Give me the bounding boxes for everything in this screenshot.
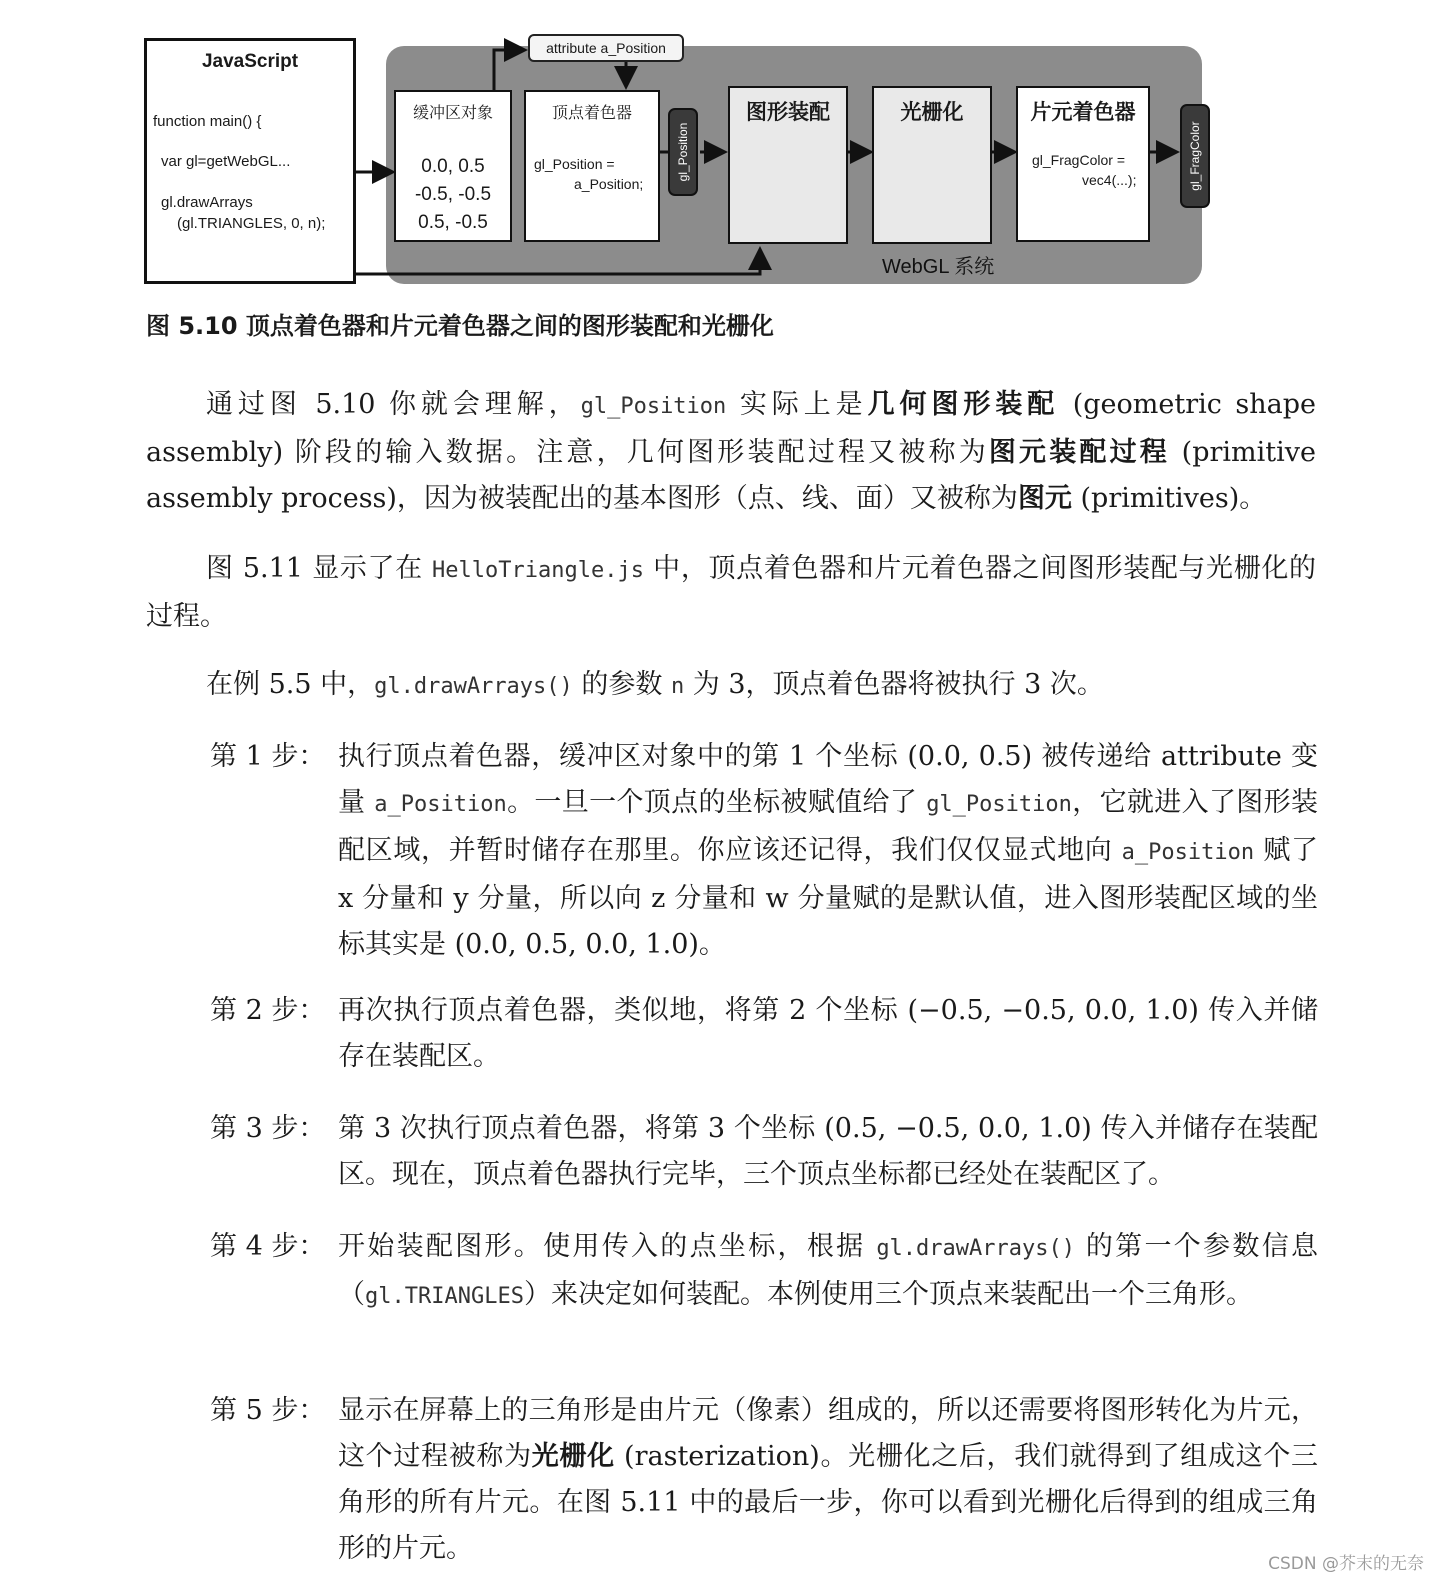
csdn-watermark: CSDN @芥末的无奈: [1268, 1554, 1424, 1574]
step-4: [210, 1224, 1318, 1320]
step-1-code-gl-position: gl_Position: [926, 792, 1072, 817]
para1-text-e: (primitives)。: [1071, 483, 1267, 514]
gl-position-pill-label: gl_Position: [676, 122, 690, 182]
step-1-code-a-position-2: a_Position: [1121, 840, 1255, 865]
step-1: [210, 734, 1318, 968]
javascript-box: [144, 38, 356, 284]
para3-text-c: 为 3，顶点着色器将被执行 3 次。: [684, 669, 1104, 700]
webgl-pipeline-diagram: [140, 30, 1230, 290]
shape-assembly-title: 图形装配: [746, 99, 830, 124]
step-1-code-a-position: a_Position: [374, 792, 507, 817]
step-5-label: 第 5 步：: [210, 1395, 326, 1426]
step-5-text-b: (rasterization)。光栅化之后，我们就得到了组成这个三角形的所有片元。在图 5.11 中的最后一步，你可以看到光栅化后得到的组成三角形的片元。: [338, 1441, 1319, 1564]
js-line-2: var gl=getWebGL...: [161, 153, 291, 170]
js-line-3: gl.drawArrays: [161, 194, 253, 211]
step-2-text: 再次执行顶点着色器，类似地，将第 2 个坐标 (−0.5, −0.5, 0.0, 1.0) 传入并储存在装配区。: [338, 995, 1318, 1072]
step-4-text-c: ）来决定如何装配。本例使用三个顶点来装配出一个三角形。: [523, 1279, 1253, 1310]
para2-text-a: 图 5.11 显示了在: [206, 553, 433, 584]
attribute-a-position-label: attribute a_Position: [528, 34, 684, 62]
step-2: [210, 988, 1318, 1080]
gl-fragcolor-pill-label: gl_FragColor: [1188, 121, 1202, 191]
buffer-object-box: [394, 90, 512, 242]
vertex-shader-title: 顶点着色器: [551, 103, 632, 122]
buffer-coord-3: 0.5, -0.5: [418, 212, 488, 233]
figure-caption: 图 5.10 顶点着色器和片元着色器之间的图形装配和光栅化: [146, 312, 774, 340]
para1-code-gl-position: gl_Position: [580, 394, 727, 419]
rasterization-title: 光栅化: [900, 99, 964, 124]
step-4-code-drawarrays: gl.drawArrays(): [876, 1236, 1075, 1261]
fragment-shader-code-1: gl_FragColor =: [1032, 152, 1125, 168]
step-1-text-d: 赋了 x 分量和 y 分量，所以向 z 分量和 w 分量赋的是默认值，进入图形装配区域的坐标其实是 (0.0, 0.5, 0.0, 1.0)。: [338, 835, 1318, 960]
paragraph-figure-5-11: [146, 546, 1316, 640]
para1-text-c: (geometric shape assembly) 阶段的输入数据。注意，几何图形装配过程又被称为: [146, 389, 1316, 468]
para1-text-a: 通过图 5.10 你就会理解，: [206, 389, 581, 420]
step-3: [210, 1106, 1318, 1198]
para1-term-geometric-assembly: 几何图形装配: [867, 389, 1060, 420]
step-4-label: 第 4 步：: [210, 1231, 326, 1262]
step-5-text-a: 显示在屏幕上的三角形是由片元（像素）组成的，所以还需要将图形转化为片元，这个过程被称为: [338, 1395, 1318, 1472]
step-5: [210, 1388, 1318, 1572]
buffer-object-title: 缓冲区对象: [412, 103, 493, 122]
fragment-shader-code-2: vec4(...);: [1082, 172, 1137, 188]
step-4-text-b: 的第一个参数信息（: [338, 1231, 1318, 1310]
para3-text-a: 在例 5.5 中，: [206, 669, 375, 700]
buffer-coord-2: -0.5, -0.5: [414, 184, 492, 205]
step-2-label: 第 2 步：: [210, 995, 326, 1026]
gl-position-pill: [668, 108, 698, 196]
fragment-shader-box: [1016, 86, 1150, 242]
buffer-coord-1: 0.0, 0.5: [421, 156, 485, 177]
paragraph-example-5-5: [146, 662, 1316, 710]
javascript-title: JavaScript: [201, 51, 299, 72]
para3-code-drawarrays: gl.drawArrays(): [374, 674, 573, 699]
para1-term-primitives: 图元: [1017, 483, 1072, 514]
webgl-system-label: WebGL 系统: [882, 256, 995, 278]
para2-code-hellotriangle: HelloTriangle.js: [432, 558, 644, 583]
paragraph-geometric-assembly: [146, 382, 1316, 522]
para1-text-b: 实际上是: [726, 389, 868, 420]
step-1-text-a: 执行顶点着色器，缓冲区对象中的第 1 个坐标 (0.0, 0.5) 被传递给 attribute 变量: [338, 741, 1318, 818]
step-1-text-c: ，它就进入了图形装配区域，并暂时储存在那里。你应该还记得，我们仅仅显式地向: [338, 787, 1318, 866]
step-3-label: 第 3 步：: [210, 1113, 326, 1144]
step-3-text: 第 3 次执行顶点着色器，将第 3 个坐标 (0.5, −0.5, 0.0, 1.0) 传入并储存在装配区。现在，顶点着色器执行完毕，三个顶点坐标都已经处在装配区了。: [338, 1113, 1318, 1190]
vertex-shader-box: [524, 90, 660, 242]
step-1-text-b: 。一旦一个顶点的坐标被赋值给了: [506, 787, 927, 818]
step-1-label: 第 1 步：: [210, 741, 326, 772]
para3-code-n: n: [670, 674, 685, 699]
gl-fragcolor-pill: [1180, 104, 1210, 208]
fragment-shader-title: 片元着色器: [1030, 99, 1136, 124]
step-4-text-a: 开始装配图形。使用传入的点坐标，根据: [338, 1231, 877, 1262]
vertex-shader-code-2: a_Position;: [574, 176, 644, 192]
shape-assembly-box: [728, 86, 848, 244]
para1-text-d: (primitive assembly process)，因为被装配出的基本图形（点、线、面）又被称为: [146, 437, 1316, 514]
js-line-4: (gl.TRIANGLES, 0, n);: [177, 215, 326, 232]
step-5-term-rasterization: 光栅化: [531, 1441, 615, 1472]
js-line-1: function main() {: [153, 113, 262, 130]
step-4-code-triangles: gl.TRIANGLES: [365, 1284, 524, 1309]
para2-text-b: 中，顶点着色器和片元着色器之间图形装配与光栅化的过程。: [146, 553, 1316, 632]
rasterization-box: [872, 86, 992, 244]
para1-term-primitive-assembly: 图元装配过程: [988, 437, 1170, 468]
para3-text-b: 的参数: [572, 669, 671, 700]
vertex-shader-code-1: gl_Position =: [534, 156, 615, 172]
